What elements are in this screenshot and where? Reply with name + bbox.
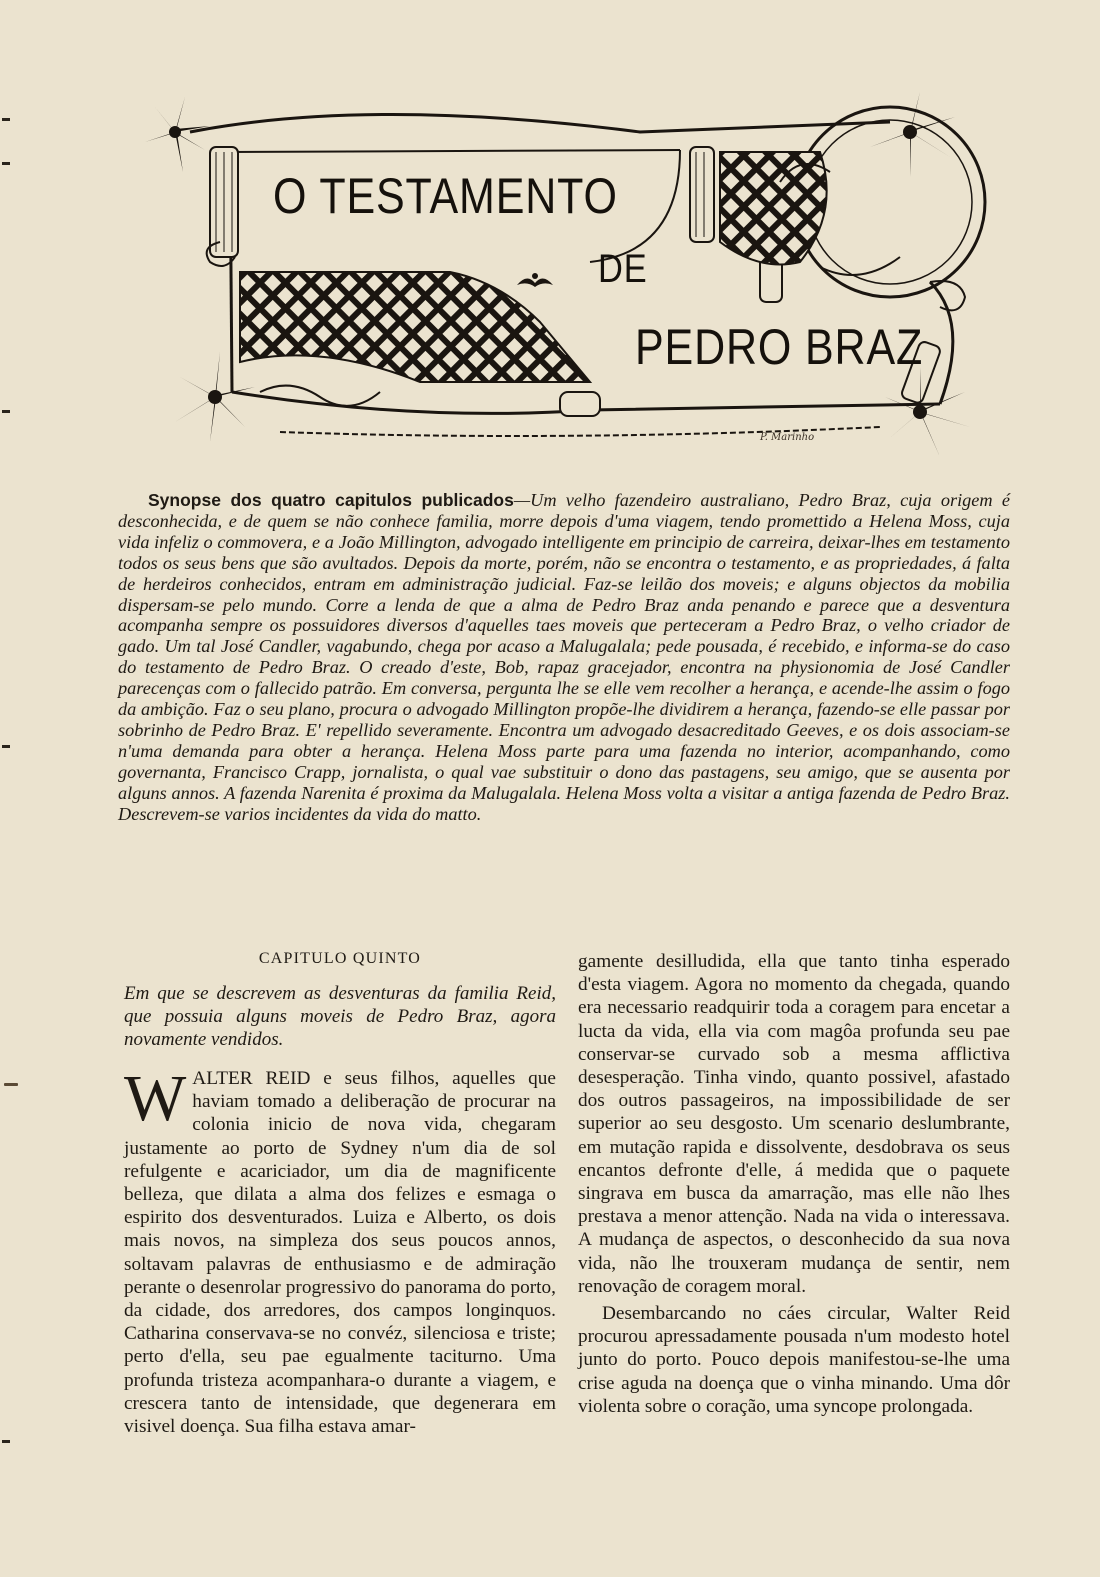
paragraph-1-text: e seus filhos, aquelles que haviam tomado a deliberação de procurar na colonia inicio de nova vida, chegaram justamente ao porto de Sydney n'um dia de sol refulgente e acariciador, um dia de magnificente belleza, que dilata a alma dos felizes e esmaga o espirito dos desventurados. Luiza e Alberto, os dois mais novos, na simpleza dos seus poucos annos, soltavam palavras de enthusiasmo e de admiração perante o desenrolar progressivo do panorama do porto, da cidade, dos arredores, dos campos longinquos. Catharina conservava-se no convéz, silenciosa e triste; perto d'ella, seu pae egualmente taciturno. Uma profunda tristeza acompanhara-o durante a viagem, e crescera tanto de intensidade, que degenerara em visivel doença. Sua filha estava amar-	[124, 1068, 556, 1438]
paragraph-continued: gamente desilludida, ella que tanto tinha esperado d'esta viagem. Agora no momento da chegada, quando era necessario readquirir toda a coragem para encetar a lucta da vida, ella via com magôa profunda seu pae conservar-se curvado sob a mesma afflictiva desesperação. Tinha vindo, quanto possivel, afastado dos outros passageiros, na impossibilidade de ser superior ao seu desgosto. Um scenario deslumbrante, em mutação rapida e dissolvente, desdobrava os seus encantos defronte d'elle, á medida que o paquete singrava em busca da amarração, mas elle não lhes prestava a menor attenção. Nada na vida o interessava. A mudança de aspectos, o desconhecido da sua nova vida, não lhe trouxeram mudança de sentir, nem renovação de coragem moral.	[578, 951, 1010, 1297]
paragraph-1	[124, 1062, 556, 1438]
title-line-2: DE	[598, 247, 648, 291]
drop-cap: W	[124, 1062, 187, 1135]
binding-mark	[2, 745, 10, 748]
title-line-1: O TESTAMENTO	[273, 168, 618, 224]
title-illustration	[120, 92, 1000, 467]
title-line-3: PEDRO BRAZ	[635, 319, 924, 375]
chapter-title: CAPITULO QUINTO	[258, 950, 422, 967]
binding-mark	[2, 1440, 10, 1443]
left-column	[124, 950, 556, 1438]
binding-mark	[2, 410, 10, 413]
binding-mark	[2, 162, 10, 165]
synopsis-lead: Synopse dos quatro capitulos publicados	[148, 490, 514, 510]
synopsis-text: —Um velho fazendeiro australiano, Pedro Braz, cuja origem é desconhecida, e de quem se não conhece familia, morre depois d'uma viagem, tendo promettido a Helena Moss, cuja vida infeliz o commovera, e a João Millington, advogado intelligente em principio de carreira, deixar-lhes em testamento todos os seus bens que são avultados. Depois da morte, porém, não se encontra o testamento, e as propriedades, á falta de herdeiros conhecidos, entram em administração judicial. Faz-se leilão dos moveis; e alguns objectos da mobilia dispersam-se pelo mundo. Corre a lenda de que a alma de Pedro Braz anda penando e parece que a desventura acompanha sempre os possuidores diversos d'aquelles taes moveis que perteceram a Pedro Braz, o velho criador de gado. Um tal José Candler, vagabundo, chega por acaso a Malugalala; pede pousada, é recebido, e informa-se do caso do testamento de Pedro Braz. O creado d'este, Bob, rapaz gracejador, encontra na physionomia de José Candler parecenças com o fallecido patrão. Em conversa, pergunta lhe se elle vem recolher a herança, e acende-lhe assim o fogo da ambição. Faz o seu plano, procura o advogado Millington propõe-lhe dividirem a herança, fazendo-se elle passar por sobrinho de Pedro Braz. E' repellido severamente. Encontra um advogado desacreditado Geeves, e os dois associam-se n'uma demanda para obter a herança. Helena Moss parte para uma fazenda no interior, acompanhando, como governanta, Francisco Crapp, jornalista, o qual vae substituir o dono das pastagens, seu amigo, que se ausenta por alguns annos. A fazenda Narenita é proxima da Malugalala. Helena Moss volta a visitar a antiga fazenda de Pedro Braz. Descrevem-se varios incidentes da vida do matto.	[118, 490, 1010, 824]
synopsis	[118, 490, 1010, 825]
paragraph-2: Desembarcando no cáes circular, Walter Reid procurou apressadamente pousada n'um modesto hotel junto do porto. Pouco depois manifestou-se-lhe uma crise aguda na doença que o vinha minando. Uma dôr violenta sobre o coração, uma syncope prolongada.	[578, 1303, 1010, 1417]
right-column	[578, 950, 1010, 1418]
binding-mark	[2, 118, 10, 121]
binding-staple	[4, 1083, 18, 1086]
illustrator-signature: P. Marinho	[760, 432, 815, 443]
ornamental-frame	[120, 92, 1000, 467]
chapter-subtitle: Em que se descrevem as desventuras da familia Reid, que possuia alguns moveis de Pedro Braz, agora novamente vendidos.	[124, 983, 556, 1050]
opening-words: ALTER REID	[192, 1068, 311, 1089]
